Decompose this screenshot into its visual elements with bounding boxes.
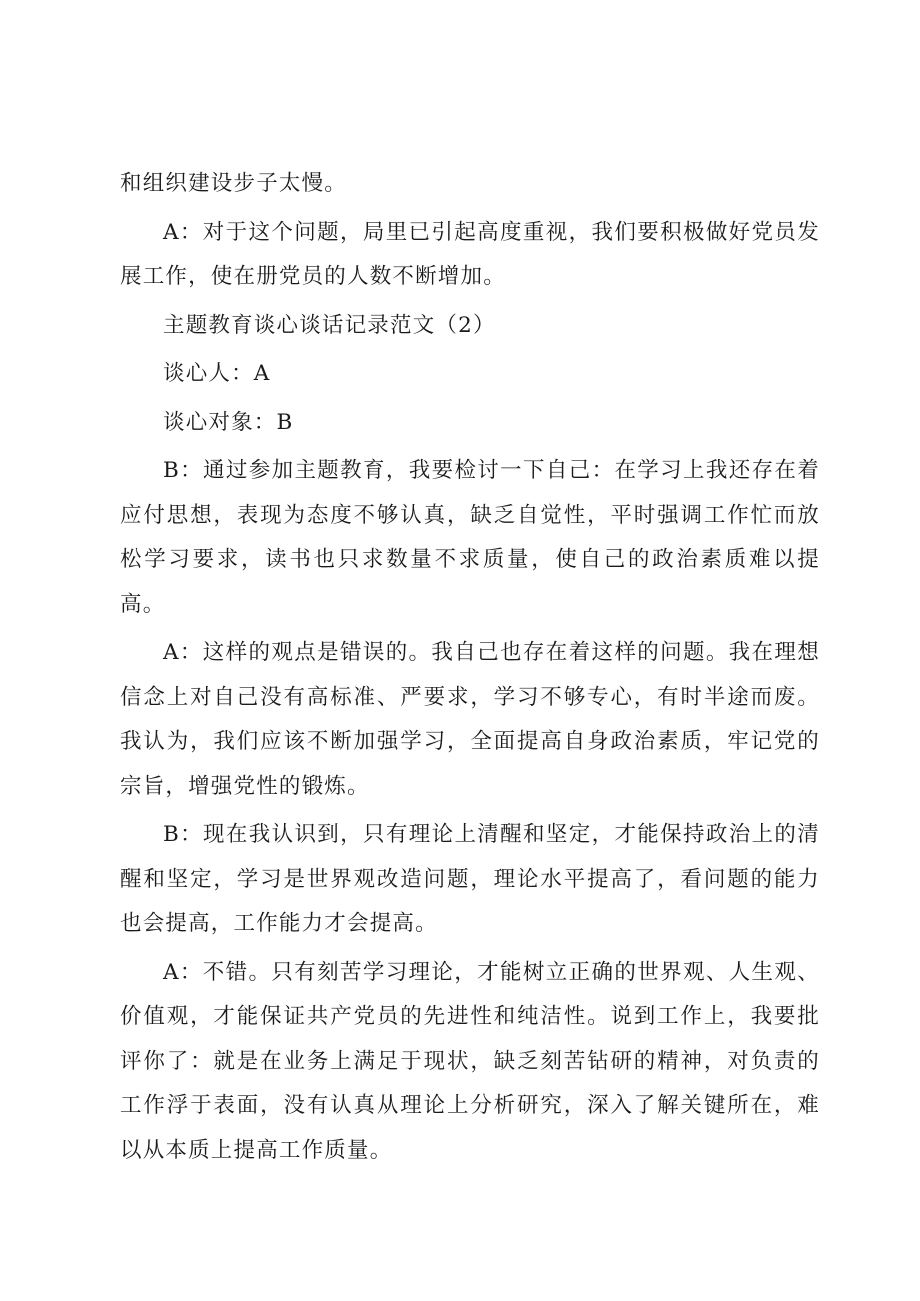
paragraph: A：对于这个问题，局里已引起高度重视，我们要积极做好党员发展工作，使在册党员的人数不断增加。 bbox=[120, 219, 820, 289]
subject-line: 谈心对象：B bbox=[163, 409, 294, 435]
speaker-line: 谈心人：A bbox=[163, 361, 271, 386]
document-body bbox=[120, 162, 820, 1173]
paragraph: 和组织建设步子太慢。 bbox=[120, 171, 348, 196]
paragraph: B：通过参加主题教育，我要检讨一下自己：在学习上我还存在着应付思想，表现为态度不够认真，缺乏自觉性，平时强调工作忙而放松学习要求，读书也只求数量不求质量，使自己的政治素质难以提高。 bbox=[120, 458, 820, 617]
section-heading: 主题教育谈心谈话记录范文（2） bbox=[163, 312, 496, 338]
paragraph: A：这样的观点是错误的。我自己也存在着这样的问题。我在理想信念上对自己没有高标准、严要求，学习不够专心，有时半途而废。我认为，我们应该不断加强学习，全面提高自身政治素质，牢记党的宗旨，增强党性的锻炼。 bbox=[120, 640, 820, 799]
paragraph: B：现在我认识到，只有理论上清醒和坚定，才能保持政治上的清醒和坚定，学习是世界观改造问题，理论水平提高了，看问题的能力也会提高，工作能力才会提高。 bbox=[120, 822, 820, 936]
paragraph: A：不错。只有刻苦学习理论，才能树立正确的世界观、人生观、价值观，才能保证共产党员的先进性和纯洁性。说到工作上，我要批评你了：就是在业务上满足于现状，缺乏刻苦钻研的精神，对负责的工作浮于表面，没有认真从理论上分析研究，深入了解关键所在，难以从本质上提高工作质量。 bbox=[120, 959, 820, 1163]
